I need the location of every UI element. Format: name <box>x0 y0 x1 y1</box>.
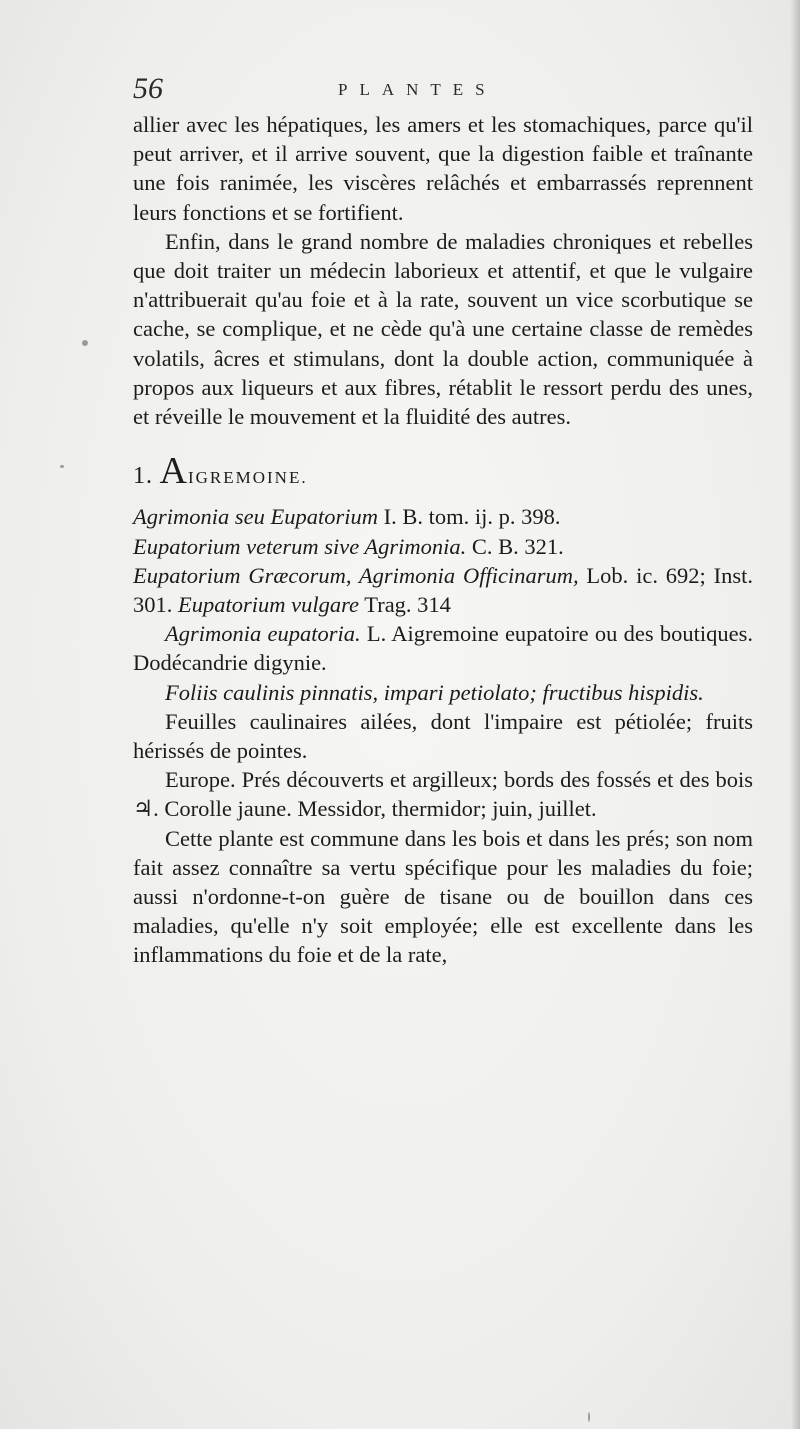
running-head: PLANTES <box>338 80 497 99</box>
synonym-bauhin-c <box>133 532 753 561</box>
synonym-name: Agrimonia seu Eupatorium <box>133 504 378 530</box>
linnaean-description: L. Aigremoine eupatoire ou des boutiques. Dodécandrie digynie. <box>133 621 753 676</box>
margin-spot <box>588 1412 590 1422</box>
margin-spot <box>60 465 64 468</box>
diagnosis-latin: Foliis caulinis pinnatis, impari petiolato; fructibus hispidis. <box>165 679 704 705</box>
page-number: 56 <box>133 72 163 105</box>
margin-spot <box>82 340 88 346</box>
uses-paragraph: Cette plante est commune dans les bois et dans les prés; son nom fait assez connaître sa vertu spécifique pour les maladies du foie; aussi n'ordonne-t-on guère de tisane ou de bouillon dans ces maladies, qu'elle n'y soit employée; elle est excellente dans les inflammations du foie et de la rate, <box>133 825 753 968</box>
page-header <box>133 72 753 112</box>
paragraph-scorbutic: Enfin, dans le grand nombre de maladies chroniques et rebelles que doit traiter un médecin laborieux et attentif, et que le vulgaire n'attribuerait qu'au foie et à la rate, souvent un vice scorbutique se cache, se complique, et ne cède qu'à une certaine classe de remèdes volatils, âcres et stimulans, dont la double action, communiquée à propos aux liqueurs et aux fibres, rétablit le ressort perdu des unes, et réveille le mouvement et la fluidité des autres. <box>133 228 753 430</box>
linnaean-name <box>133 619 753 677</box>
section-heading <box>133 450 753 493</box>
synonym-name: Eupatorium Græcorum, Agrimonia Officinarum, <box>133 562 579 588</box>
text-block <box>133 110 753 970</box>
synonym-lobel-tragus <box>133 561 753 619</box>
synonym-name-2: Eupatorium vulgare <box>178 592 360 618</box>
paragraph-continuation: allier avec les hépatiques, les amers et les stomachiques, parce qu'il peut arriver, et il arrive souvent, que la digestion faible et traînante une fois ranimée, les viscères relâchés et embarrassés reprennent leurs fonctions et se fortifient. <box>133 112 753 225</box>
habitat: Europe. Prés découverts et argilleux; bords des fossés et des bois ♃. Corolle jaune. Messidor, thermidor; juin, juillet. <box>133 767 753 822</box>
page-edge-shadow <box>790 0 800 1429</box>
synonym-bauhin-i <box>133 502 753 531</box>
synonym-reference: C. B. 321. <box>466 533 564 559</box>
synonym-reference: Lob. ic. 692; Inst. 301. <box>133 562 753 618</box>
linnaean-binomial: Agrimonia eupatoria. <box>165 621 361 647</box>
synonym-name: Eupatorium veterum sive Agrimonia. <box>133 533 467 559</box>
synonym-reference-2: Trag. 314 <box>359 592 451 618</box>
synonym-reference: I. B. tom. ij. p. 398. <box>378 504 561 530</box>
section-initial: A <box>159 450 188 493</box>
diagnosis-french: Feuilles caulinaires ailées, dont l'impaire est pétiolée; fruits hérissés de pointes. <box>133 708 753 764</box>
section-title: IGREMOINE. <box>187 468 308 488</box>
section-number: 1. <box>133 463 153 490</box>
